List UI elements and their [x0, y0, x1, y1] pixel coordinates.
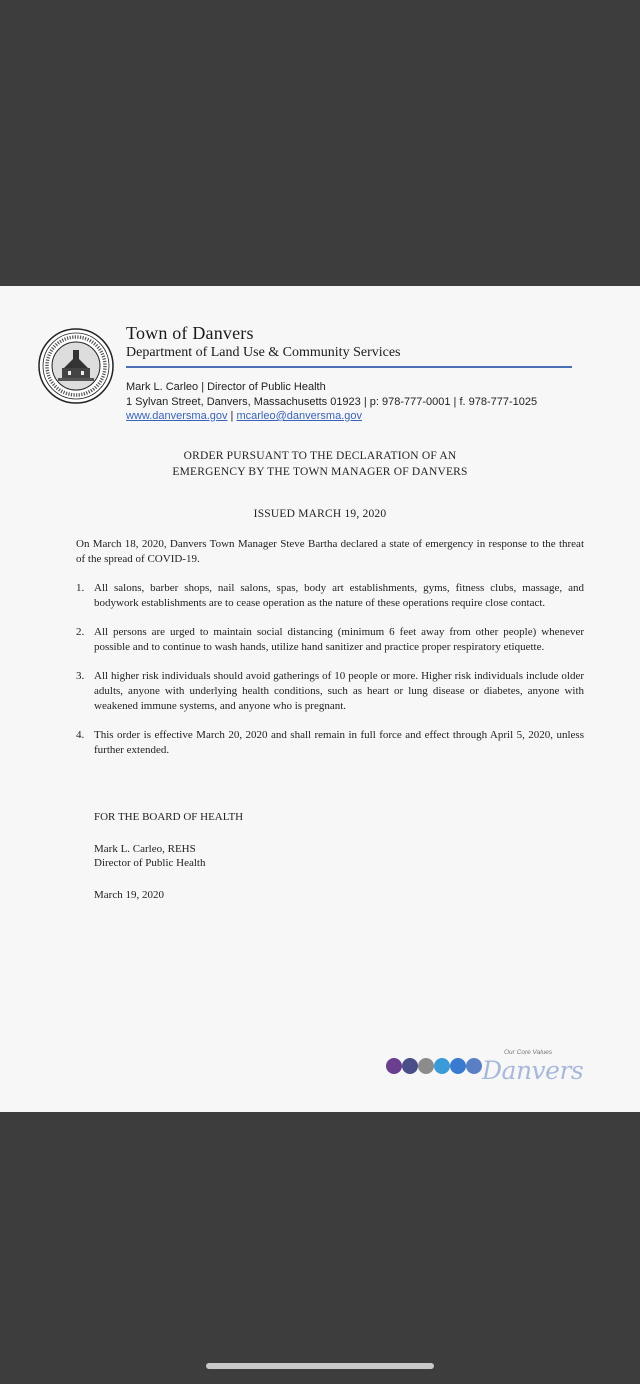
org-name: Town of Danvers — [126, 323, 254, 343]
core-value-dot-icon — [418, 1058, 434, 1074]
list-item-number: 1. — [76, 582, 85, 594]
core-value-dot-icon — [434, 1058, 450, 1074]
letterhead — [34, 322, 606, 422]
intro-paragraph: On March 18, 2020, Danvers Town Manager Steve Bartha declared a state of emergency in response to the threat of the spread of COVID-19. — [76, 538, 584, 565]
order-body — [76, 537, 584, 772]
email-link[interactable]: mcarleo@danversma.gov — [236, 410, 362, 422]
website-link[interactable]: www.danversma.gov — [126, 410, 228, 422]
list-item — [76, 669, 584, 714]
home-indicator[interactable] — [206, 1363, 434, 1369]
board-line: FOR THE BOARD OF HEALTH — [94, 811, 244, 823]
document-page — [0, 286, 640, 1112]
signer-title: Director of Public Health — [94, 857, 206, 869]
core-value-dot-icon — [402, 1058, 418, 1074]
core-value-dot-icon — [450, 1058, 466, 1074]
list-item — [76, 728, 584, 758]
director-line: Mark L. Carleo | Director of Public Health — [126, 381, 326, 393]
signer-name: Mark L. Carleo, REHS — [94, 843, 196, 855]
list-item-text: This order is effective March 20, 2020 and shall remain in full force and effect through April 5, 2020, unless further extended. — [94, 729, 584, 756]
signoff — [94, 810, 243, 902]
town-seal-icon — [38, 328, 114, 404]
core-values-logo — [386, 1049, 586, 1086]
core-value-dot-icon — [466, 1058, 482, 1074]
list-item — [76, 625, 584, 655]
signoff-date: March 19, 2020 — [94, 889, 164, 901]
list-item-number: 2. — [76, 626, 85, 638]
core-value-dot-icon — [386, 1058, 402, 1074]
web-contact-line — [126, 409, 586, 424]
contact-separator: | — [227, 410, 237, 422]
core-values-tagline: Our Core Values — [504, 1049, 553, 1056]
letterhead-text — [126, 322, 586, 424]
department-name: Department of Land Use & Community Services — [126, 345, 401, 360]
list-item-number: 3. — [76, 670, 85, 682]
header-divider — [126, 366, 572, 368]
order-title-line-1: ORDER PURSUANT TO THE DECLARATION OF AN — [183, 450, 457, 462]
issued-date: ISSUED MARCH 19, 2020 — [253, 508, 387, 520]
order-list — [76, 581, 584, 758]
order-title-line-2: EMERGENCY BY THE TOWN MANAGER OF DANVERS — [172, 466, 468, 478]
list-item-text: All persons are urged to maintain social distancing (minimum 6 feet away from other people) whenever possible and to continue to wash hands, utilize hand sanitizer and practice proper respiratory etiquette. — [94, 626, 584, 653]
order-title — [0, 448, 640, 480]
list-item-number: 4. — [76, 729, 85, 741]
core-values-word: Danvers — [482, 1056, 584, 1085]
address-line: 1 Sylvan Street, Danvers, Massachusetts 01923 | p: 978-777-0001 | f. 978-777-1025 — [126, 395, 538, 408]
list-item-text: All salons, barber shops, nail salons, spas, body art establishments, gyms, fitness clubs, massage, and bodywork establishments are to cease operation as the nature of these operations require close contact. — [94, 582, 584, 609]
list-item — [76, 581, 584, 611]
list-item-text: All higher risk individuals should avoid gatherings of 10 people or more. Higher risk individuals include older adults, anyone with underlying health conditions, such as heart or lung disease or diabetes, anyone with weakened immune systems, and anyone who is pregnant. — [94, 670, 584, 712]
